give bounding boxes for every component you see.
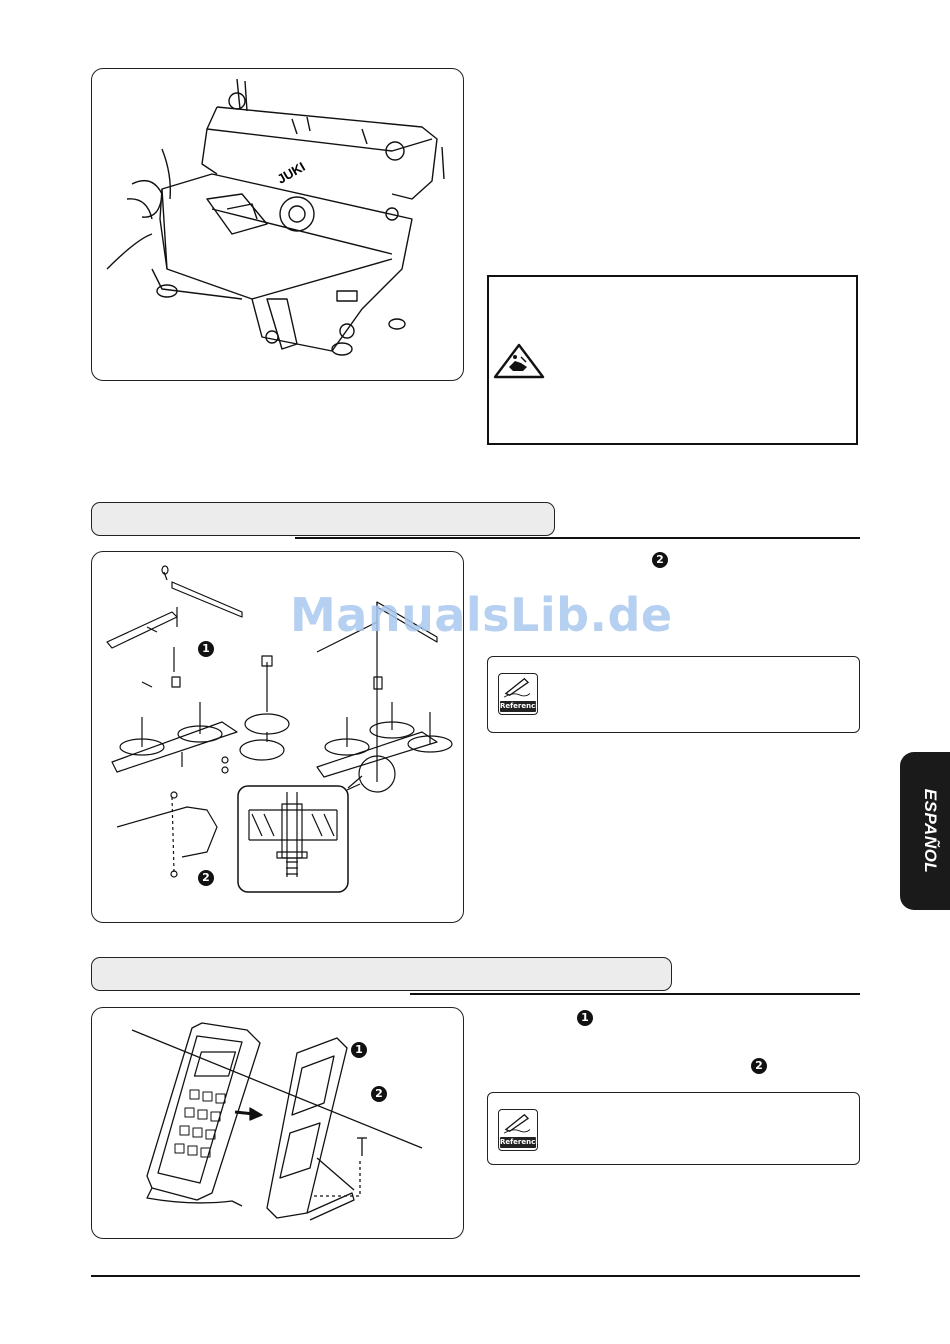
callout-number-1: 1 bbox=[351, 1042, 367, 1058]
reference-note-box bbox=[487, 656, 860, 733]
reference-pen-icon bbox=[500, 675, 534, 699]
callout-number-2: 2 bbox=[652, 552, 668, 568]
callout-number-2: 2 bbox=[751, 1058, 767, 1074]
language-side-tab bbox=[900, 752, 950, 910]
section-rule bbox=[410, 993, 860, 995]
panel-holder-figure bbox=[91, 1007, 464, 1239]
reference-note-box bbox=[487, 1092, 860, 1165]
reference-pen-icon bbox=[500, 1111, 534, 1135]
callout-number-2: 2 bbox=[371, 1086, 387, 1102]
panel-holder-illustration bbox=[92, 1008, 463, 1238]
svg-text:JUKI: JUKI bbox=[274, 158, 308, 187]
section-header-bar bbox=[91, 957, 672, 991]
reference-badge-label: Referencia bbox=[500, 1138, 543, 1146]
callout-number-1: 1 bbox=[198, 641, 214, 657]
reference-badge-label: Referencia bbox=[500, 702, 543, 710]
caution-box bbox=[487, 275, 858, 445]
language-side-tab-label: ESPAÑOL bbox=[921, 788, 940, 874]
hand-crush-warning-icon bbox=[493, 343, 545, 379]
machine-head-illustration bbox=[92, 69, 463, 380]
watermark: ManualsLib.de bbox=[290, 588, 673, 642]
callout-number-2: 2 bbox=[198, 870, 214, 886]
reference-badge bbox=[498, 1109, 543, 1151]
section-header-bar bbox=[91, 502, 555, 536]
machine-head-figure bbox=[91, 68, 464, 381]
section-rule bbox=[295, 537, 860, 539]
reference-badge bbox=[498, 673, 543, 715]
callout-number-1: 1 bbox=[577, 1010, 593, 1026]
footer-rule bbox=[91, 1275, 860, 1277]
